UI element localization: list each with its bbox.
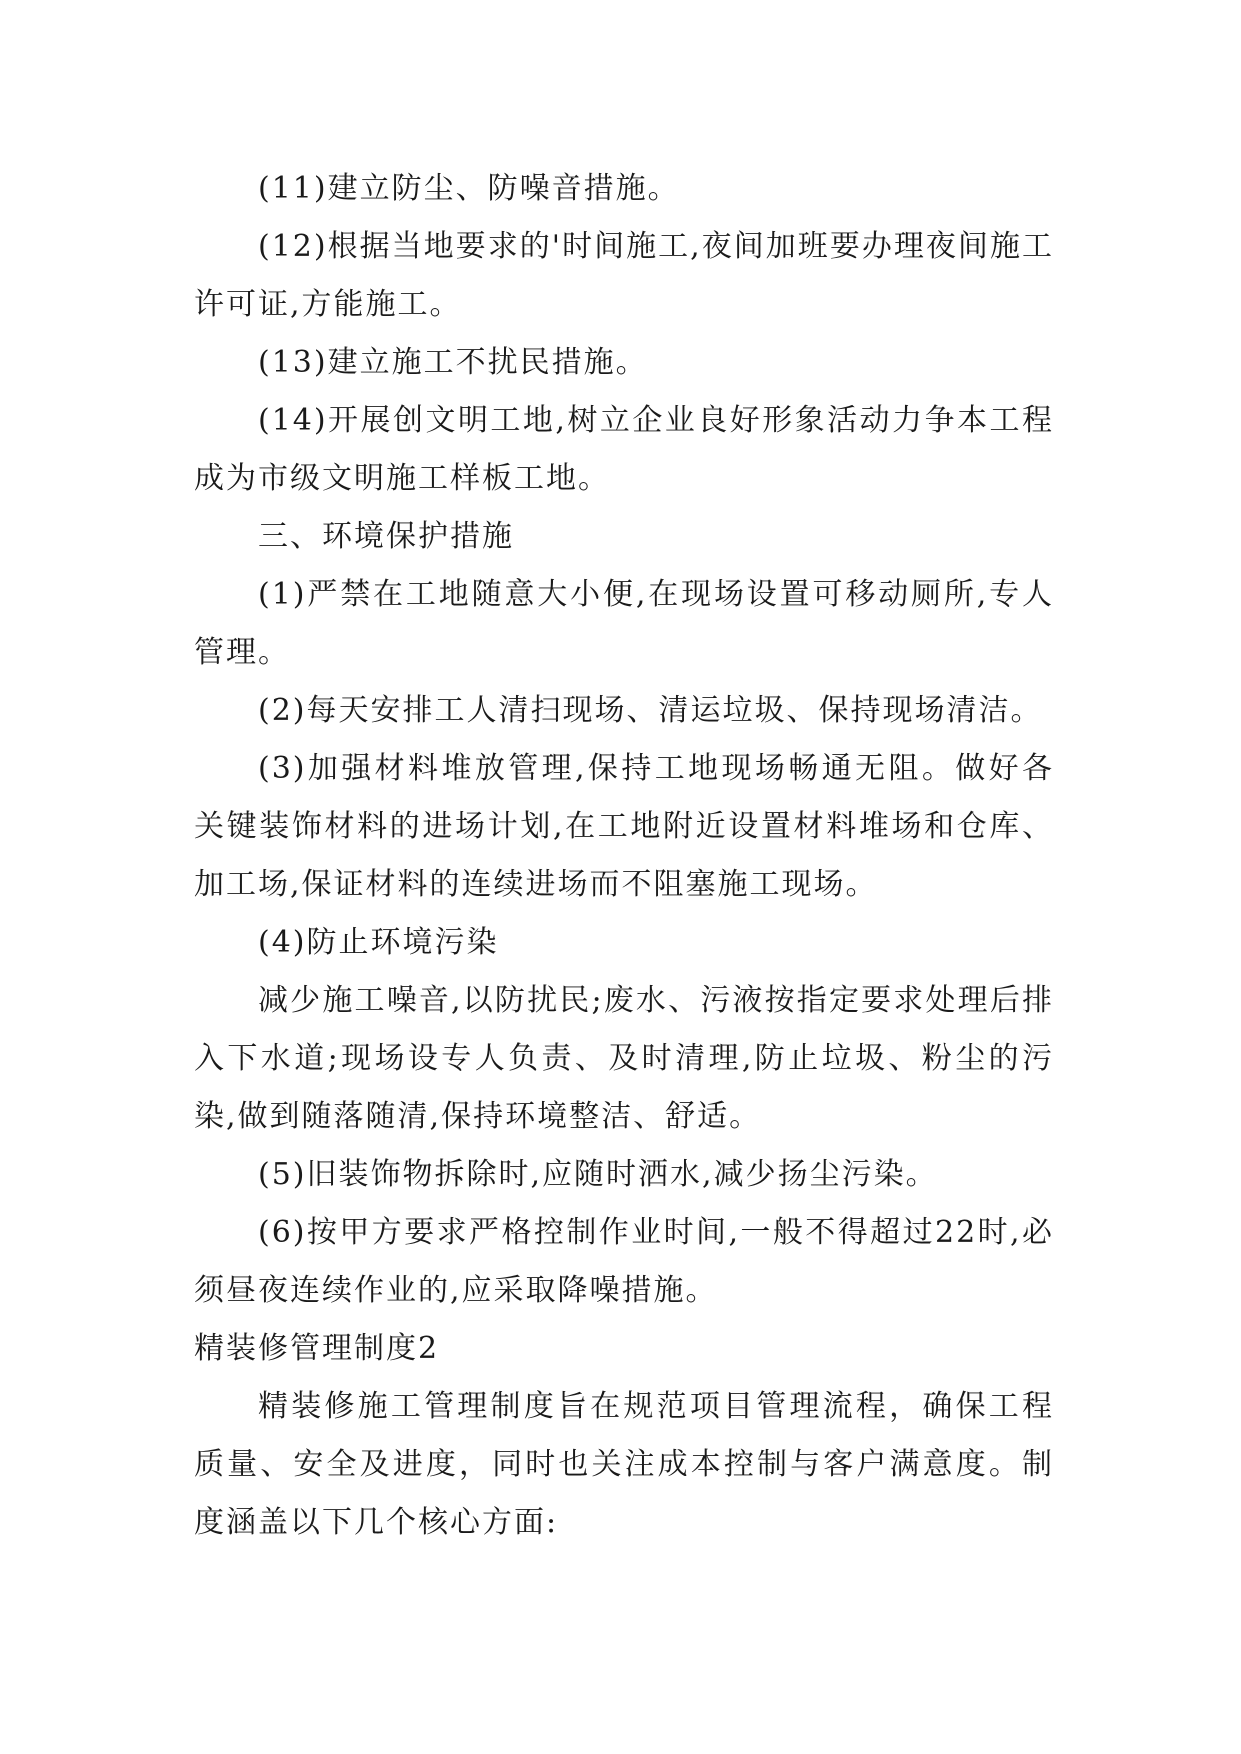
paragraph-env-1: (1)严禁在工地随意大小便,在现场设置可移动厕所,专人管理。 [194,577,1054,670]
document-section-title: 精装修管理制度2 [194,1331,440,1366]
paragraph-env-3: (3)加强材料堆放管理,保持工地现场畅通无阻。做好各关键装饰材料的进场计划,在工地附近设置材料堆场和仓库、加工场,保证材料的连续进场而不阻塞施工现场。 [194,751,1054,902]
paragraph-env-4-detail: 减少施工噪音,以防扰民;废水、污液按指定要求处理后排入下水道;现场设专人负责、及时清理,防止垃圾、粉尘的污染,做到随落随清,保持环境整洁、舒适。 [194,983,1054,1134]
paragraph-env-6: (6)按甲方要求严格控制作业时间,一般不得超过22时,必须昼夜连续作业的,应采取降噪措施。 [194,1215,1054,1308]
document-body [194,160,1054,1552]
section-heading-environment: 三、环境保护措施 [258,519,514,554]
paragraph-env-5: (5)旧装饰物拆除时,应随时洒水,减少扬尘污染。 [258,1157,938,1192]
paragraph-intro: 精装修施工管理制度旨在规范项目管理流程，确保工程质量、安全及进度，同时也关注成本控制与客户满意度。制度涵盖以下几个核心方面: [194,1389,1054,1540]
paragraph-item-12: (12)根据当地要求的'时间施工,夜间加班要办理夜间施工许可证,方能施工。 [194,229,1054,322]
paragraph-env-2: (2)每天安排工人清扫现场、清运垃圾、保持现场清洁。 [258,693,1043,728]
paragraph-env-4: (4)防止环境污染 [258,925,499,960]
paragraph-item-14: (14)开展创文明工地,树立企业良好形象活动力争本工程成为市级文明施工样板工地。 [194,403,1054,496]
paragraph-item-13: (13)建立施工不扰民措施。 [258,345,648,380]
paragraph-item-11: (11)建立防尘、防噪音措施。 [258,171,680,206]
